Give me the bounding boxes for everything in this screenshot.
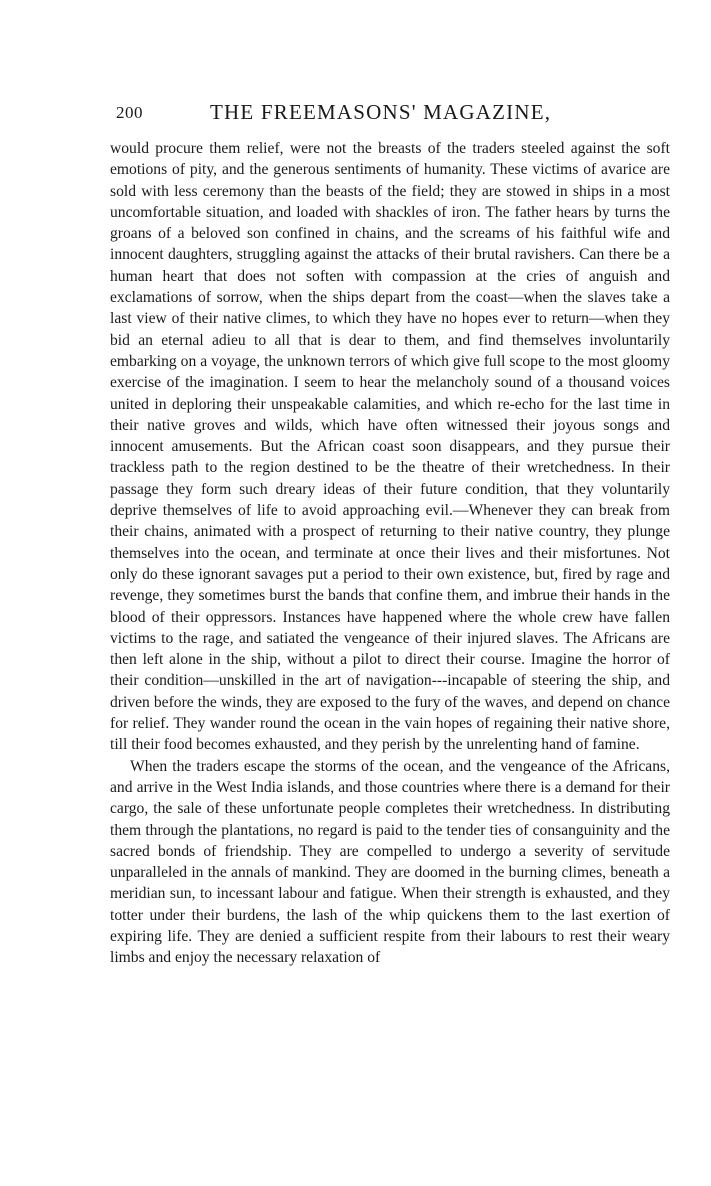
paragraph: would procure them relief, were not the breasts of the traders steeled against the soft emotions of pity, and the generous sentiments of humanity. These victims of avarice are sold with less ceremony than the beasts of the field; they are stowed in ships in a most uncomfortable situation, and loaded with shackles of iron. The father hears by turns the groans of a beloved son confined in chains, and the screams of his faithful wife and innocent daughters, struggling against the attacks of their brutal ravishers. Can there be a human heart that does not soften with compassion at the cries of anguish and exclamations of sorrow, when the ships depart from the coast—when the slaves take a last view of their native climes, to which they have no hopes ever to return—when they bid an eternal adieu to all that is dear to them, and find themselves involuntarily embarking on a voyage, the unknown terrors of which give full scope to the most gloomy exercise of the imagination. I seem to hear the melancholy sound of a thousand voices united in deploring their unspeakable calamities, and which re-echo for the last time in their native groves and wilds, which have often witnessed their joyous songs and innocent amusements. But the African coast soon disappears, and they pursue their trackless path to the region destined to be the theatre of their wretchedness. In their passage they form such dreary ideas of their future condition, that they voluntarily deprive themselves of life to avoid approaching evil.—Whenever they can break from their chains, animated with a prospect of returning to their native country, they plunge themselves into the ocean, and terminate at once their lives and their misfortunes. Not only do these ignorant savages put a period to their own existence, but, fired by rage and revenge, they sometimes burst the bands that confine them, and imbrue their hands in the blood of their oppressors. Instances have happened where the whole crew have fallen victims to the rage, and satiated the vengeance of their injured slaves. The Africans are then left alone in the ship, without a pilot to direct their course. Imagine the horror of their condition—unskilled in the art of navigation---incapable of steering the ship, and driven before the winds, they are exposed to the fury of the waves, and depend on chance for relief. They wander round the ocean in the vain hopes of regaining their native shore, till their food becomes exhausted, and they perish by the unrelenting hand of famine. [110, 140, 670, 754]
article-body [110, 138, 670, 969]
page-header [110, 100, 670, 134]
paragraph: When the traders escape the storms of the ocean, and the vengeance of the Africans, and arrive in the West India islands, and those countries where there is a demand for their cargo, the sale of these unfortunate people completes their wretchedness. In distributing them through the plantations, no regard is paid to the tender ties of consanguinity and the sacred bonds of friendship. They are compelled to undergo a severity of servitude unparalleled in the annals of mankind. They are doomed in the burning climes, beneath a meridian sun, to incessant labour and fatigue. When their strength is exhausted, and they totter under their burdens, the lash of the whip quickens them to the last exertion of expiring life. They are denied a sufficient respite from their labours to rest their weary limbs and enjoy the necessary relaxation of [110, 757, 670, 967]
running-title: THE FREEMASONS' MAGAZINE, [210, 100, 552, 124]
magazine-page [110, 100, 670, 969]
page-number: 200 [116, 103, 143, 122]
